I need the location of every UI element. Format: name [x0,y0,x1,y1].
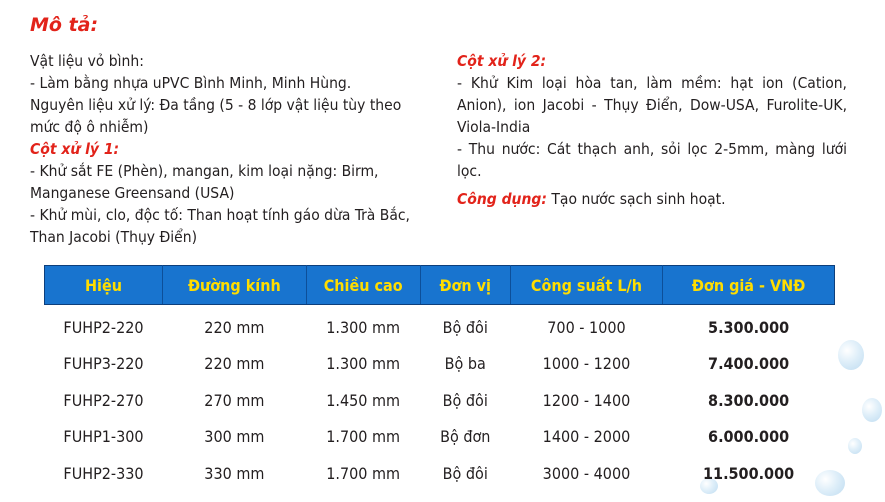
cell-height: 1.450 mm [326,390,401,410]
cell-capacity: 3000 - 4000 [542,463,631,483]
water-drop-decoration [848,438,862,454]
table-row [45,346,835,383]
column1-title: Cột xử lý 1: [30,140,120,158]
table-row [45,455,835,492]
cell-price: 7.400.000 [708,354,790,374]
description-left-column [30,50,435,248]
cell-capacity: 700 - 1000 [547,317,626,337]
header-price: Đơn giá - VNĐ [663,266,835,305]
cell-height: 1.700 mm [326,427,401,447]
cell-model: FUHP1-300 [63,427,144,447]
cell-unit: Bộ đơn [440,427,491,447]
cell-height: 1.700 mm [326,463,401,483]
column2-title: Cột xử lý 2: [457,52,547,70]
cell-diameter: 220 mm [204,354,265,374]
price-table [44,265,835,492]
cell-diameter: 220 mm [204,317,265,337]
cell-height: 1.300 mm [326,317,401,337]
cell-price: 11.500.000 [703,463,795,483]
cell-price: 6.000.000 [708,427,790,447]
description-right-column [457,50,847,210]
cell-diameter: 330 mm [204,463,265,483]
cell-model: FUHP2-330 [63,463,144,483]
table-row [45,419,835,456]
header-diameter: Đường kính [163,266,307,305]
cell-capacity: 1400 - 2000 [542,427,631,447]
cell-capacity: 1000 - 1200 [542,354,631,374]
usage-label: Công dụng: [457,190,547,208]
header-capacity: Công suất L/h [510,266,662,305]
water-drop-decoration [838,340,864,370]
cell-diameter: 300 mm [204,427,265,447]
table-row [45,382,835,419]
cell-diameter: 270 mm [204,390,265,410]
cell-unit: Bộ ba [444,354,486,374]
cell-capacity: 1200 - 1400 [542,390,631,410]
cell-unit: Bộ đôi [442,390,488,410]
cell-unit: Bộ đôi [442,317,488,337]
filter-media-text: Nguyên liệu xử lý: Đa tầng (5 - 8 lớp vật liệu tùy theo mức độ ô nhiễm) [30,96,402,136]
table-row [45,305,835,346]
column2-item-collection: - Thu nước: Cát thạch anh, sỏi lọc 2-5mm, màng lưới lọc. [457,140,847,180]
cell-unit: Bộ đôi [442,463,488,483]
description-heading: Mô tả: [30,14,99,36]
cell-price: 8.300.000 [708,390,790,410]
header-unit: Đơn vị [420,266,510,305]
cell-height: 1.300 mm [326,354,401,374]
column1-item-iron: - Khử sắt FE (Phèn), mangan, kim loại nặng: Birm, Manganese Greensand (USA) [30,162,379,202]
usage-line [457,188,847,210]
header-model: Hiệu [45,266,163,305]
cell-price: 5.300.000 [708,317,790,337]
water-drop-decoration [862,398,882,422]
shell-material-text: - Làm bằng nhựa uPVC Bình Minh, Minh Hùng. [30,74,352,92]
price-table-header [45,266,835,305]
cell-model: FUHP2-270 [63,390,144,410]
cell-model: FUHP3-220 [63,354,144,374]
header-height: Chiều cao [306,266,420,305]
column2-item-softening: - Khử Kim loại hòa tan, làm mềm: hạt ion (Cation, Anion), ion Jacobi - Thụy Điển, Dow-USA, Furolite-UK, Viola-India [457,74,847,136]
shell-material-label: Vật liệu vỏ bình: [30,52,144,70]
column1-item-odor: - Khử mùi, clo, độc tố: Than hoạt tính gáo dừa Trà Bắc, Than Jacobi (Thụy Điển) [30,206,410,246]
usage-text: Tạo nước sạch sinh hoạt. [551,190,726,208]
cell-model: FUHP2-220 [63,317,144,337]
